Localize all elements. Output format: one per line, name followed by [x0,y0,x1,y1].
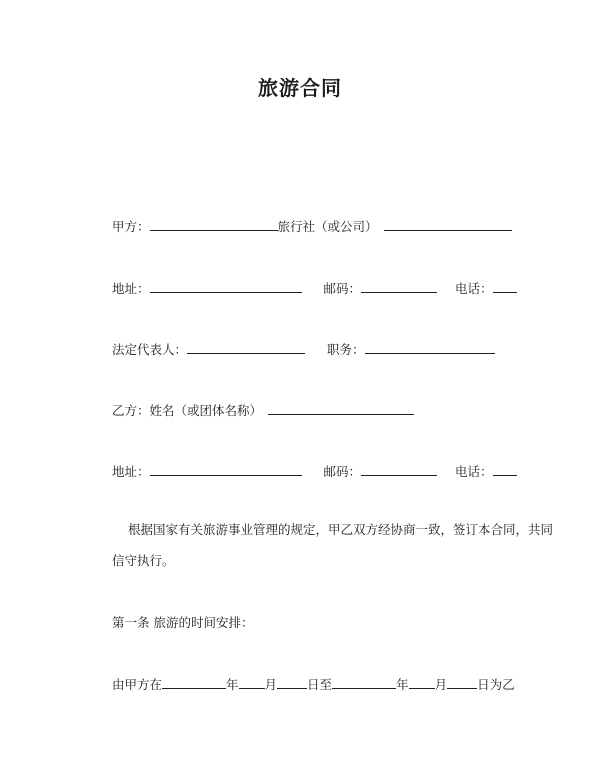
end-year-label: 年 [396,677,409,692]
end-month-label: 月 [434,677,448,692]
party-a-phone-label: 电话： [455,281,493,296]
party-b-label: 乙方： [112,403,150,418]
party-a-name-blank[interactable] [150,217,278,231]
party-b-name-label: 姓名（或团体名称） [149,403,263,418]
party-b-phone-blank[interactable] [493,462,517,476]
party-a-position-label: 职务： [327,342,365,357]
article-1-date-line [112,675,515,694]
party-b-line [112,401,414,420]
end-day-label: 日为乙 [477,677,515,692]
contract-title: 旅游合同 [258,76,342,100]
party-b-phone-label: 电话： [455,464,493,479]
preamble-line-1: 根据国家有关旅游事业管理的规定，甲乙双方经协商一致，签订本合同，共同 [128,522,554,537]
article-1-heading: 第一条 旅游的时间安排： [112,615,254,630]
party-b-name-blank[interactable] [268,401,414,415]
party-a-legal-rep-label: 法定代表人： [112,342,188,357]
start-year-label: 年 [226,677,239,692]
end-year-blank[interactable] [332,675,396,689]
party-b-address-line [112,462,517,481]
article-1-from-text: 由甲方在 [112,677,163,692]
end-month-blank[interactable] [409,675,435,689]
party-b-address-label: 地址： [112,464,150,479]
party-a-phone-blank[interactable] [493,279,517,293]
party-a-address-blank[interactable] [150,279,302,293]
start-day-to-label: 日至 [307,677,333,692]
party-b-postcode-label: 邮码： [323,464,362,479]
party-b-address-blank[interactable] [150,462,302,476]
party-a-agency-blank[interactable] [384,217,512,231]
party-a-legal-rep-line [112,340,495,359]
party-b-postcode-blank[interactable] [361,462,437,476]
party-a-postcode-label: 邮码： [323,281,362,296]
start-year-blank[interactable] [162,675,226,689]
party-a-legal-rep-blank[interactable] [187,340,305,354]
start-month-label: 月 [264,677,278,692]
party-a-address-line [112,279,517,298]
preamble-line-2: 信守执行。 [112,553,175,568]
party-a-address-label: 地址： [112,281,150,296]
party-a-agency-label: 旅行社（或公司） [277,219,378,234]
party-a-position-blank[interactable] [365,340,495,354]
party-a-line [112,217,512,236]
start-day-blank[interactable] [277,675,307,689]
party-a-label: 甲方： [112,219,150,234]
end-day-blank[interactable] [447,675,477,689]
start-month-blank[interactable] [239,675,265,689]
party-a-postcode-blank[interactable] [361,279,437,293]
